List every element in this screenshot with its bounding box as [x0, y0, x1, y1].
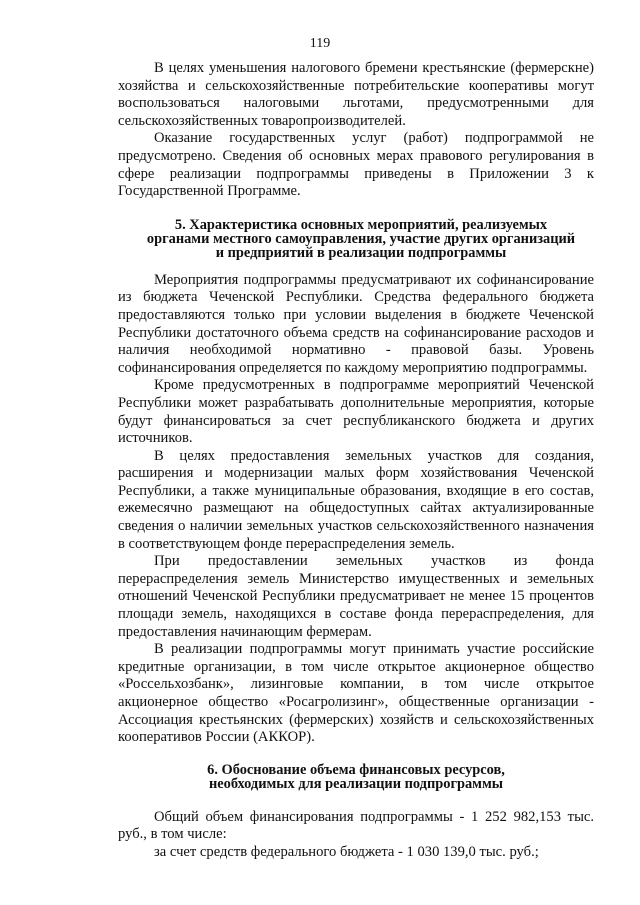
document-body — [118, 60, 594, 862]
section-6-heading-line: необходимых для реализации подпрограммы — [208, 775, 504, 792]
section-6-paragraph-federal: за счет средств федерального бюджета - 1 030 139,0 тыс. руб.; — [154, 843, 539, 860]
section-6-heading-line: 6. Обоснование объема финансовых ресурсов, — [207, 761, 505, 778]
intro-paragraph-services: Оказание государственных услуг (работ) подпрограммой не предусмотрено. Сведения об основных мерах правового регулирования в сфере реализации подпрограммы приведены в Приложении 3 к Государственной Программе. — [118, 130, 594, 200]
section-5-heading — [128, 218, 594, 260]
section-5-paragraph-cofinancing: Мероприятия подпрограммы предусматривают их софинансирование из бюджета Чеченской Республики. Средства федерального бюджета предоставляются только при условии выделения в бюджете Чеченской Республики достаточного объема средств на софинансирование расходов и наличия необходимой нормативно - правовой базы. Уровень софинансирования определяется по каждому мероприятию подпрограммы. — [118, 271, 594, 376]
section-5-paragraph-additional: Кроме предусмотренных в подпрограмме мероприятий Чеченской Республики может разрабатывать дополнительные мероприятия, которые будут финансироваться за счет республиканского бюджета и других источников. — [118, 377, 594, 447]
section-5-paragraph-land-plots: В целях предоставления земельных участков для создания, расширения и модернизации малых форм хозяйствования Чеченской Республики, а также муниципальные образования, входящие в его состав, ежемесячно размещают на общедоступных сайтах актуализированные сведения о наличии земельных участков сельскохозяйственного назначения в соответствующем фонде перераспределения земель. — [118, 447, 594, 552]
intro-paragraph-tax: В целях уменьшения налогового бремени крестьянские (фермерскне) хозяйства и сельскохозяйственные потребительские кооперативы могут воспользоваться налоговыми льготами, предусмотренными для сельскохозяйственных товаропроизводителей. — [118, 60, 594, 129]
section-5-heading-line: и предприятий в реализации подпрограммы — [215, 244, 507, 261]
section-5-heading-line: органами местного самоуправления, участие других организаций — [146, 230, 576, 247]
section-6-paragraph-total: Общий объем финансирования подпрограммы - 1 252 982,153 тыс. руб., в том числе: — [118, 808, 594, 843]
section-5-paragraph-participants: В реализации подпрограммы могут принимать участие российские кредитные организации, в том числе открытое акционерное общество «Россельхозбанк», лизинговые компании, в том числе открытое акционерное общество «Росагролизинг», общественные организации - Ассоциация крестьянских (фермерских) хозяйств и сельскохозяйственных кооперативов России (АККОР). — [118, 641, 594, 746]
page-number: 119 — [309, 36, 331, 51]
section-5-heading-line: 5. Характеристика основных мероприятий, реализуемых — [174, 216, 548, 233]
section-6-heading — [118, 763, 594, 791]
section-5-paragraph-redistribution: При предоставлении земельных участков из фонда перераспределения земель Министерство имущественных и земельных отношений Чеченской Республики предусматривает не менее 15 процентов площади земель, находящихся в составе фонда перераспределения, для предоставления начинающим фермерам. — [118, 553, 594, 640]
